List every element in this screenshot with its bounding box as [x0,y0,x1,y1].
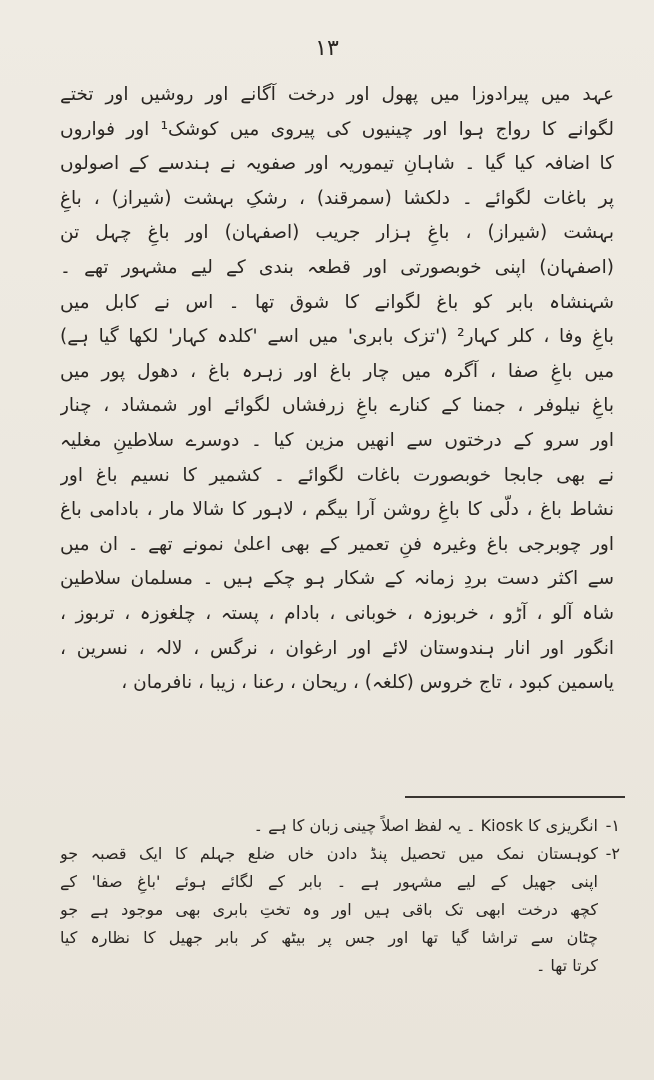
footnote-2 [60,840,620,980]
text-line: نے بھی جابجا خوبصورت باغات لگوائے ۔ کشمیر کا نسیم باغ اور [60,464,614,486]
footnote-1 [60,812,620,840]
footnote-text: کوہستان نمک میں تحصیل پنڈ دادن خاں ضلع جہلم کا ایک قصبہ جو [60,844,598,863]
page-number: ۱۳ [315,36,339,61]
text-line: سے اکثر دست بردِ زمانہ کے شکار ہو چکے ہیں ۔ مسلمان سلاطین [60,568,614,590]
footnote-line [60,840,620,868]
text-line: انگور اور انار ہندوستان لائے اور ارغوان ، نرگس ، لالہ ، نسرین ، [60,637,614,659]
footnote-marker: ۲- [605,844,620,863]
text-line: یاسمین کبود ، تاج خروس (کلغہ) ، ریحان ، رعنا ، زیبا ، نافرمان ، [121,672,614,694]
text-line: (اصفہان) اپنی خوبصورتی اور قطعہ بندی کے لیے مشہور تھے ۔ [60,256,614,278]
text-line: شاہ آلو ، آڑو ، خربوزہ ، خوبانی ، بادام ، پستہ ، چلغوزہ ، تربوز ، [60,602,614,624]
footnote-text: انگریزی کا Kiosk ۔ یہ لفظ اصلاً چینی زبان کا ہے ۔ [253,816,598,835]
text-line: باغِ وفا ، کلر کہار² ('تزک بابری' میں اسے 'کلدہ کہار' لکھا گیا ہے) [60,326,614,348]
text-line: اور چوبرجی باغ وغیرہ فنِ تعمیر کے بھی اعلیٰ نمونے تھے ۔ ان میں [60,533,614,555]
body-text [60,78,614,701]
text-line: کا اضافہ کیا گیا ۔ شاہانِ تیموریہ اور صفویہ نے ہندسے کے اصولوں [60,153,614,175]
text-line: بہشت (شیراز) ، باغِ ہزار جریب (اصفہان) اور باغِ چہل تن [60,222,614,244]
text-line: میں باغِ صفا ، آگرہ میں چار باغ اور زہرہ باغ ، دھول پور میں [60,360,614,382]
text-line: نشاط باغ ، دلّی کا باغِ روشن آرا بیگم ، لاہور کا شالا مار ، بادامی باغ [60,499,614,521]
footnote-marker: ۱- [605,816,620,835]
footnote-line: اپنی جھیل کے لیے مشہور ہے ۔ بابر کے لگائے ہوئے 'باغِ صفا' کے [60,872,598,891]
text-line: اور سرو کے درختوں سے انھیں مزین کیا ۔ دوسرے سلاطینِ مغلیہ [60,429,614,451]
text-line: شہنشاہ بابر کو باغ لگوانے کا شوق تھا ۔ اس نے کابل میں [60,291,614,313]
footnote-line: کچھ درخت ابھی تک باقی ہیں اور وہ تختِ بابری بھی موجود ہے جو [60,900,598,919]
footnote-line: کرتا تھا ۔ [535,956,598,975]
footnotes [60,812,620,980]
text-line: عہد میں پیرادوزا میں پھول اور درخت آگانے اور روشیں اور تختے [60,84,614,105]
footnote-line [60,812,620,840]
text-line: پر باغات لگوائے ۔ دلکشا (سمرقند) ، رشکِ بہشت (شیراز) ، باغِ [60,187,614,209]
text-line: باغِ نیلوفر ، جمنا کے کنارے باغِ زرفشاں لگوائے اور شمشاد ، چنار [60,395,614,417]
footnote-line: چٹان سے تراشا گیا تھا اور جس پر بیٹھ کر بابر جھیل کا نظارہ کیا [60,928,598,947]
footnote-divider [405,796,625,798]
text-line: لگوانے کا رواج ہوا اور چینیوں کی پیروی میں کوشک¹ اور فواروں [60,118,614,140]
